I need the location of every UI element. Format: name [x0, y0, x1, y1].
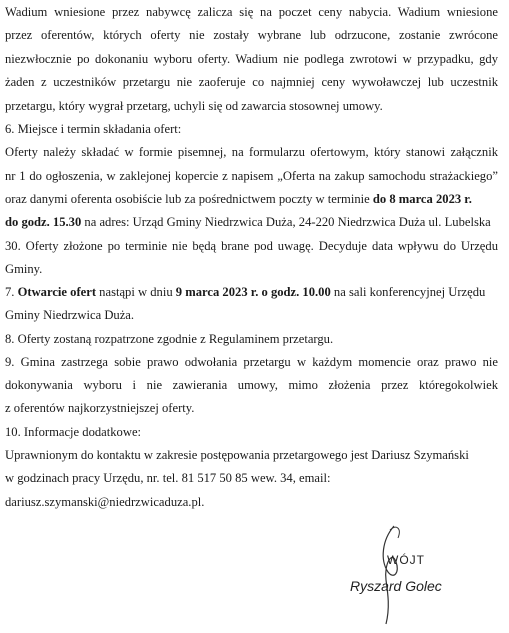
deadline-date: do 8 marca 2023 r. [372, 192, 472, 206]
section-6-line-4 [5, 214, 491, 230]
section-10-line-2: w godzinach pracy Urzędu, nr. tel. 81 517 50 85 wew. 34, email: [5, 471, 331, 485]
section-6-line-3 [5, 191, 472, 207]
section-6-line-5: 30. Oferty złożone po terminie nie będą brane pod uwagę. Decyduje data wpływu do Urzędu [5, 239, 498, 253]
signature-title: WÓJT [387, 553, 425, 567]
section-8: 8. Oferty zostaną rozpatrzone zgodnie z Regulaminem przetargu. [5, 332, 334, 346]
section-9-line-2: dokonywania wyboru i nie zawierania umowy, mimo złożenia przez któregokolwiek [5, 378, 498, 392]
section-9-line-1: 9. Gmina zastrzega sobie prawo odwołania przetargu w każdym momencie oraz prawo nie [5, 355, 498, 369]
wadium-line-5: przetargu, który wygrał przetarg, uchyli się od zawarcia stosownej umowy. [5, 99, 383, 113]
deadline-time: do godz. 15.30 [5, 215, 82, 229]
section-7-line-2: Gminy Niedrzwica Duża. [5, 308, 135, 322]
section-6-heading: 6. Miejsce i termin składania ofert: [5, 122, 182, 136]
contact-email: dariusz.szymanski@niedrzwicaduza.pl. [5, 495, 205, 509]
signature-name: Ryszard Golec [350, 578, 442, 594]
section-10-line-1: Uprawnionym do kontaktu w zakresie postępowania przetargowego jest Dariusz Szymański [5, 448, 469, 462]
wadium-line-4: żaden z uczestników przetargu nie zaoferuje co najmniej ceny wywoławczej lub uczestnik [5, 75, 498, 89]
section-7-line-1 [5, 284, 485, 300]
wadium-line-1: Wadium wniesione przez nabywcę zalicza się na poczet ceny nabycia. Wadium wniesione [5, 5, 498, 19]
section-7-mid: nastąpi w dniu [96, 285, 176, 299]
opening-label: Otwarcie ofert [17, 285, 97, 299]
section-7-number: 7. [5, 285, 18, 299]
signature-scribble [360, 520, 420, 630]
section-6-line-6: Gminy. [5, 262, 43, 276]
section-9-line-3: z oferentów najkorzystniejszej oferty. [5, 401, 195, 415]
section-6-line-3-text: oraz danymi oferenta osobiście lub za pośrednictwem poczty w terminie [5, 192, 373, 206]
wadium-line-3: niezwłocznie po dokonaniu wyboru oferty. Wadium nie podlega zwrotowi w przypadku, gdy [5, 52, 498, 66]
section-6-line-4-text: na adres: Urząd Gminy Niedrzwica Duża, 24-220 Niedrzwica Duża ul. Lubelska [81, 215, 491, 229]
section-7-post: na sali konferencyjnej Urzędu [330, 285, 486, 299]
section-6-line-1: Oferty należy składać w formie pisemnej, na formularzu ofertowym, który stanowi załącznik [5, 145, 498, 159]
opening-date: 9 marca 2023 r. o godz. 10.00 [175, 285, 331, 299]
section-6-line-2: nr 1 do ogłoszenia, w zaklejonej kopercie z napisem „Oferta na zakup samochodu strażackiego” [5, 169, 498, 183]
wadium-line-2: przez oferentów, których oferty nie zostały wybrane lub odrzucone, zostanie zwrócone [5, 28, 498, 42]
section-10-heading: 10. Informacje dodatkowe: [5, 425, 142, 439]
